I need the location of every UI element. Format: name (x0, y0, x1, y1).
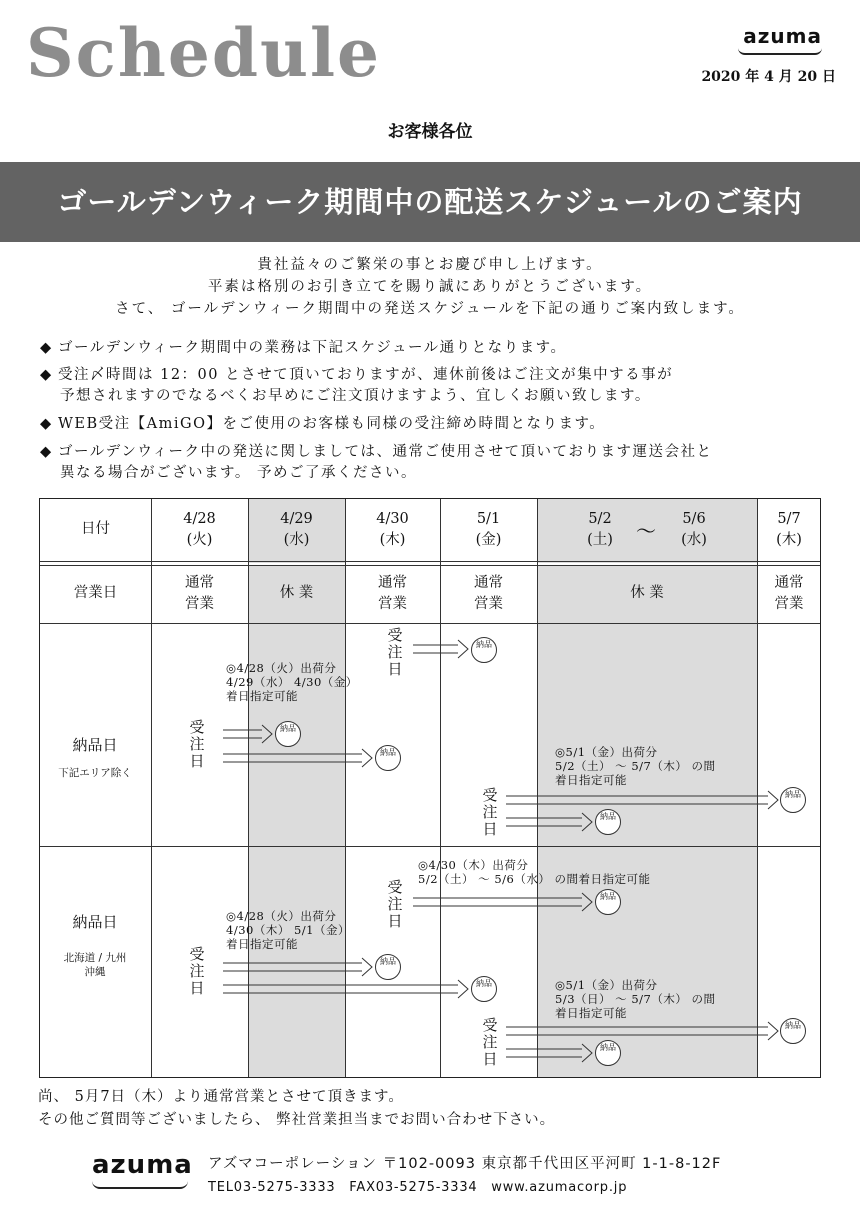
delivery-badge: 納品 (595, 1040, 621, 1066)
status-closed: 休 業 (630, 585, 664, 601)
order-day-label: 受注日 (189, 718, 205, 770)
bullet-text: ゴールデンウィーク中の発送に関しましては、通常ご使用させて頂いております運送会社と (58, 444, 713, 460)
weekday-value: (火) (186, 532, 213, 548)
order-day-label: 受注日 (189, 945, 205, 997)
arrow (506, 1027, 768, 1035)
arrow-head (362, 749, 372, 767)
arrow (506, 1049, 582, 1057)
bullet-text: WEB受注【AmiGO】をご使用のお客様も同様の受注締め時間となります。 (58, 416, 606, 432)
page-title: Schedule (26, 14, 382, 92)
delivery-row-sublabel: 下記エリア除く (58, 767, 132, 779)
arrow-head (768, 1022, 778, 1040)
intro-line: 貴社益々のご繁栄の事とお慶び申し上げます。 (257, 257, 603, 273)
note-line: 着日指定可能 (226, 937, 298, 951)
arrow-head (582, 813, 592, 831)
company-address: アズマコーポレーション 〒102-0093 東京都千代田区平河町 1-1-8-12F (208, 1156, 722, 1172)
shipment-note (555, 978, 715, 1020)
shipment-note (555, 745, 715, 787)
weekday-value: (水) (681, 532, 707, 548)
issue-date: 2020 年 4 月 20 日 (701, 69, 836, 85)
weekday-value: (木) (379, 532, 406, 548)
weekday-value: (木) (776, 532, 802, 548)
business-day-label: 営業日 (73, 585, 118, 601)
brand-logo-swoosh (92, 1181, 188, 1189)
bullet-text: 異なる場合がございます。 予めご了承ください。 (60, 465, 417, 481)
delivery-badge: 納品 (780, 787, 806, 813)
note-line: 5/2（土） 〜 5/6（水） の間着日指定可能 (418, 872, 651, 886)
note-line: ◎4/30（木）出荷分 (418, 858, 529, 872)
status-text: 営業 (185, 596, 214, 612)
date-value: 5/1 (476, 511, 501, 527)
bullet-item (40, 338, 830, 359)
arrow (413, 645, 458, 653)
note-line: ◎5/1（金）出荷分 (555, 745, 658, 759)
brand-logo: azuma (92, 1150, 193, 1180)
arrow-head (458, 980, 468, 998)
delivery-row-sublabel: 北海道 / 九州 (63, 952, 127, 964)
footer-note: その他ご質問等ございましたら、 弊社営業担当までお問い合わせ下さい。 (38, 1112, 556, 1128)
delivery-badge: 納品 (595, 809, 621, 835)
note-line: ◎4/28（火）出荷分 (226, 661, 337, 675)
date-value: 5/7 (777, 511, 801, 527)
bullet-text: 受注〆時間は 12：00 とさせて頂いておりますが、連休前後はご注文が集中する事が (58, 367, 674, 383)
schedule-table (39, 498, 821, 1078)
arrow-head (262, 725, 272, 743)
banner-title: ゴールデンウィーク期間中の配送スケジュールのご案内 (57, 185, 803, 219)
note-line: 着日指定可能 (226, 689, 298, 703)
note-line: ◎5/1（金）出荷分 (555, 978, 658, 992)
arrow (506, 818, 582, 826)
footer-note: 尚、 5月7日（木）より通常営業とさせて頂きます。 (38, 1089, 404, 1105)
delivery-badge: 納品 (375, 954, 401, 980)
date-value: 4/30 (376, 511, 409, 527)
weekday-value: (水) (283, 532, 310, 548)
arrow (223, 754, 362, 762)
diamond-icon: ◆ (40, 416, 53, 432)
bullet-text: ゴールデンウィーク期間中の業務は下記スケジュール通りとなります。 (58, 340, 567, 356)
intro-line: さて、 ゴールデンウィーク期間中の発送スケジュールを下記の通りご案内致します。 (115, 301, 745, 317)
shipment-note (226, 909, 350, 951)
note-line: 4/29（水） 4/30（金） (226, 675, 358, 689)
shipment-note (226, 661, 358, 703)
arrow-head (582, 1044, 592, 1062)
arrow-head (362, 958, 372, 976)
arrow (223, 730, 262, 738)
status-text: 通常 (378, 575, 407, 591)
status-text: 通常 (774, 575, 804, 591)
range-mark: 〜 (636, 519, 656, 543)
company-contact: TEL03-5275-3333 FAX03-5275-3334 www.azumacorp.jp (208, 1180, 628, 1195)
date-header-label: 日付 (81, 521, 110, 537)
weekday-value: (金) (475, 532, 502, 548)
order-day-label: 受注日 (387, 878, 403, 930)
arrow (506, 796, 768, 804)
delivery-row-sublabel: 沖縄 (84, 966, 106, 978)
order-day-label: 受注日 (387, 626, 403, 678)
status-text: 営業 (378, 596, 407, 612)
status-text: 通常 (185, 575, 214, 591)
intro-line: 平素は格別のお引き立てを賜り誠にありがとうございます。 (207, 279, 653, 295)
arrow (223, 985, 458, 993)
brand-logo-swoosh (738, 48, 822, 55)
status-text: 営業 (474, 596, 503, 612)
salutation: お客様各位 (387, 122, 473, 142)
shipment-note (418, 858, 650, 886)
note-line: 着日指定可能 (555, 773, 627, 787)
delivery-badge: 納品 (275, 721, 301, 747)
delivery-badge: 納品 (471, 637, 497, 663)
note-line: 5/3（日） 〜 5/7（木） の間 (555, 992, 716, 1006)
diamond-icon: ◆ (40, 367, 53, 383)
delivery-badge: 納品 (375, 745, 401, 771)
bullet-item (40, 365, 830, 407)
diamond-icon: ◆ (40, 340, 53, 356)
date-value: 4/29 (280, 511, 313, 527)
status-text: 通常 (474, 575, 503, 591)
delivery-badge: 納品 (471, 976, 497, 1002)
date-value: 5/6 (682, 511, 706, 527)
date-value: 4/28 (183, 511, 216, 527)
delivery-badge: 納品 (595, 889, 621, 915)
delivery-row-label: 納品日 (72, 736, 118, 754)
title-banner (0, 162, 860, 242)
arrow-head (458, 640, 468, 658)
note-line: 5/2（土） 〜 5/7（木） の間 (555, 759, 716, 773)
diamond-icon: ◆ (40, 444, 53, 460)
arrow (413, 898, 582, 906)
delivery-badge: 納品 (780, 1018, 806, 1044)
order-day-label: 受注日 (482, 786, 498, 838)
order-day-label: 受注日 (482, 1016, 498, 1068)
note-line: 4/30（木） 5/1（金） (226, 923, 350, 937)
note-line: ◎4/28（火）出荷分 (226, 909, 337, 923)
bullet-item (40, 442, 830, 484)
date-value: 5/2 (588, 511, 612, 527)
note-line: 着日指定可能 (555, 1006, 627, 1020)
weekday-value: (土) (587, 532, 613, 548)
arrow-head (582, 893, 592, 911)
brand-logo: azuma (743, 24, 822, 48)
status-text: 営業 (774, 596, 804, 612)
status-closed: 休 業 (279, 585, 314, 601)
bullet-item (40, 414, 830, 435)
delivery-row-label: 納品日 (72, 913, 118, 931)
arrow-head (768, 791, 778, 809)
bullet-text: 予想されますのでなるべくお早めにご注文頂けますよう、宜しくお願い致します。 (60, 388, 651, 404)
arrow (223, 963, 362, 971)
